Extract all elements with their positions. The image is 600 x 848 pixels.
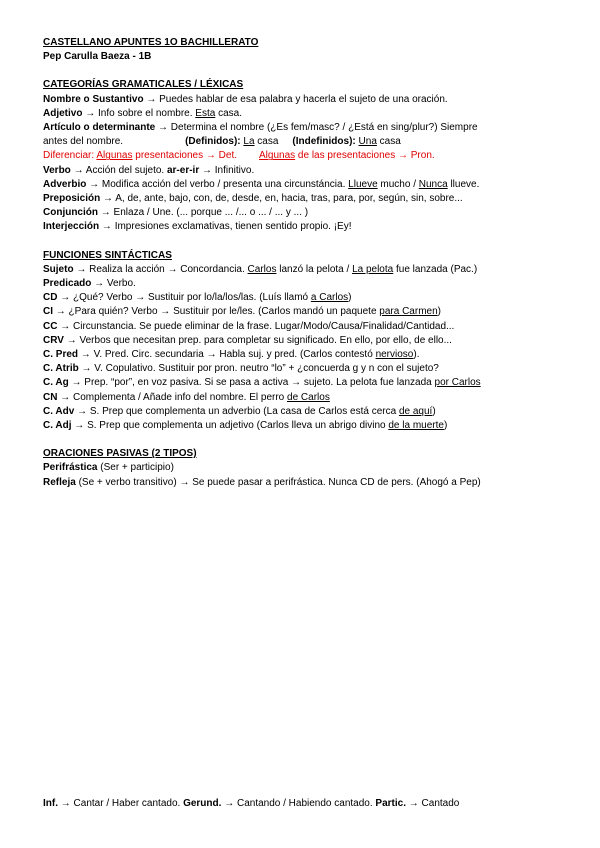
entry-adjetivo: Adjetivo → Info sobre el nombre. Esta casa. — [43, 107, 242, 119]
entry-crv: CRV → Verbos que necesitan prep. para completar su significado. En ello, por ello, de ello... — [43, 334, 452, 346]
entry-cadv: C. Adv → S. Prep que complementa un adverbio (La casa de Carlos está cerca de aquí) — [43, 405, 436, 417]
entry-cadj: C. Adj → S. Prep que complementa un adjetivo (Carlos lleva un abrigo divino de la muerte) — [43, 420, 448, 432]
entry-articulo: Artículo o determinante → Determina el nombre (¿Es fem/masc? / ¿Está en sing/plur?) Siempre — [43, 122, 478, 134]
section-heading-categorias: CATEGORÍAS GRAMATICALES / LÉXICAS — [43, 79, 244, 91]
entry-catrib: C. Atrib → V. Copulativo. Sustituir por pron. neutro “lo” + ¿concuerda g y n con el sujeto? — [43, 363, 439, 375]
entry-conjuncion: Conjunción → Enlaza / Une. (... porque ... /... o ... / ... y ... ) — [43, 207, 309, 219]
doc-title: CASTELLANO APUNTES 1O BACHILLERATO — [43, 37, 259, 48]
doc-author: Pep Carulla Baeza - 1B — [43, 51, 152, 63]
entry-cpred: C. Pred → V. Pred. Circ. secundaria → Habla suj. y pred. (Carlos contestó nervioso). — [43, 349, 420, 361]
footer-verb-forms: Inf. → Cantar / Haber cantado. Gerund. → Cantando / Habiendo cantado. Partic. → Cantado — [43, 798, 460, 809]
entry-perifrastica: Perifrástica (Ser + participio) — [43, 462, 174, 474]
entry-cag: C. Ag → Prep. “por”, en voz pasiva. Si se pasa a activa → sujeto. La pelota fue lanzada por Carlos — [43, 377, 481, 389]
section-heading-funciones: FUNCIONES SINTÁCTICAS — [43, 249, 172, 261]
entry-preposicion: Preposición → A, de, ante, bajo, con, de, desde, en, hacia, tras, para, por, según, sin, sobre... — [43, 193, 463, 205]
entry-verbo: Verbo → Acción del sujeto. ar-er-ir → Infinitivo. — [43, 164, 255, 176]
entry-diferenciar: Diferenciar: Algunas presentaciones → Det. Algunas de las presentaciones → Pron. — [43, 150, 435, 162]
entry-refleja: Refleja (Se + verbo transitivo) → Se puede pasar a perifrástica. Nunca CD de pers. (Ahogó a Pep) — [43, 476, 481, 488]
entry-cn: CN → Complementa / Añade info del nombre. El perro de Carlos — [43, 391, 330, 403]
document-page — [43, 36, 563, 490]
section-heading-pasivas: ORACIONES PASIVAS (2 TIPOS) — [43, 448, 197, 460]
entry-ci: CI → ¿Para quién? Verbo → Sustituir por le/les. (Carlos mandó un paquete para Carmen) — [43, 306, 441, 318]
entry-cd: CD → ¿Qué? Verbo → Sustituir por lo/la/los/las. (Luís llamó a Carlos) — [43, 292, 352, 304]
entry-nombre: Nombre o Sustantivo → Puedes hablar de esa palabra y hacerla el sujeto de una oración. — [43, 93, 448, 105]
entry-cc: CC → Circunstancia. Se puede eliminar de la frase. Lugar/Modo/Causa/Finalidad/Cantidad... — [43, 320, 455, 332]
entry-interjeccion: Interjección → Impresiones exclamativas, tienen sentido propio. ¡Ey! — [43, 221, 352, 233]
entry-sujeto: Sujeto → Realiza la acción → Concordancia. Carlos lanzó la pelota / La pelota fue lanzada (Pac.) — [43, 263, 478, 275]
entry-adverbio: Adverbio → Modifica acción del verbo / presenta una circunstáncia. Llueve mucho / Nunca llueve. — [43, 178, 480, 190]
entry-articulo-cont: antes del nombre. (Definidos): La casa (Indefinidos): Una casa — [43, 136, 401, 148]
entry-predicado: Predicado → Verbo. — [43, 278, 136, 290]
